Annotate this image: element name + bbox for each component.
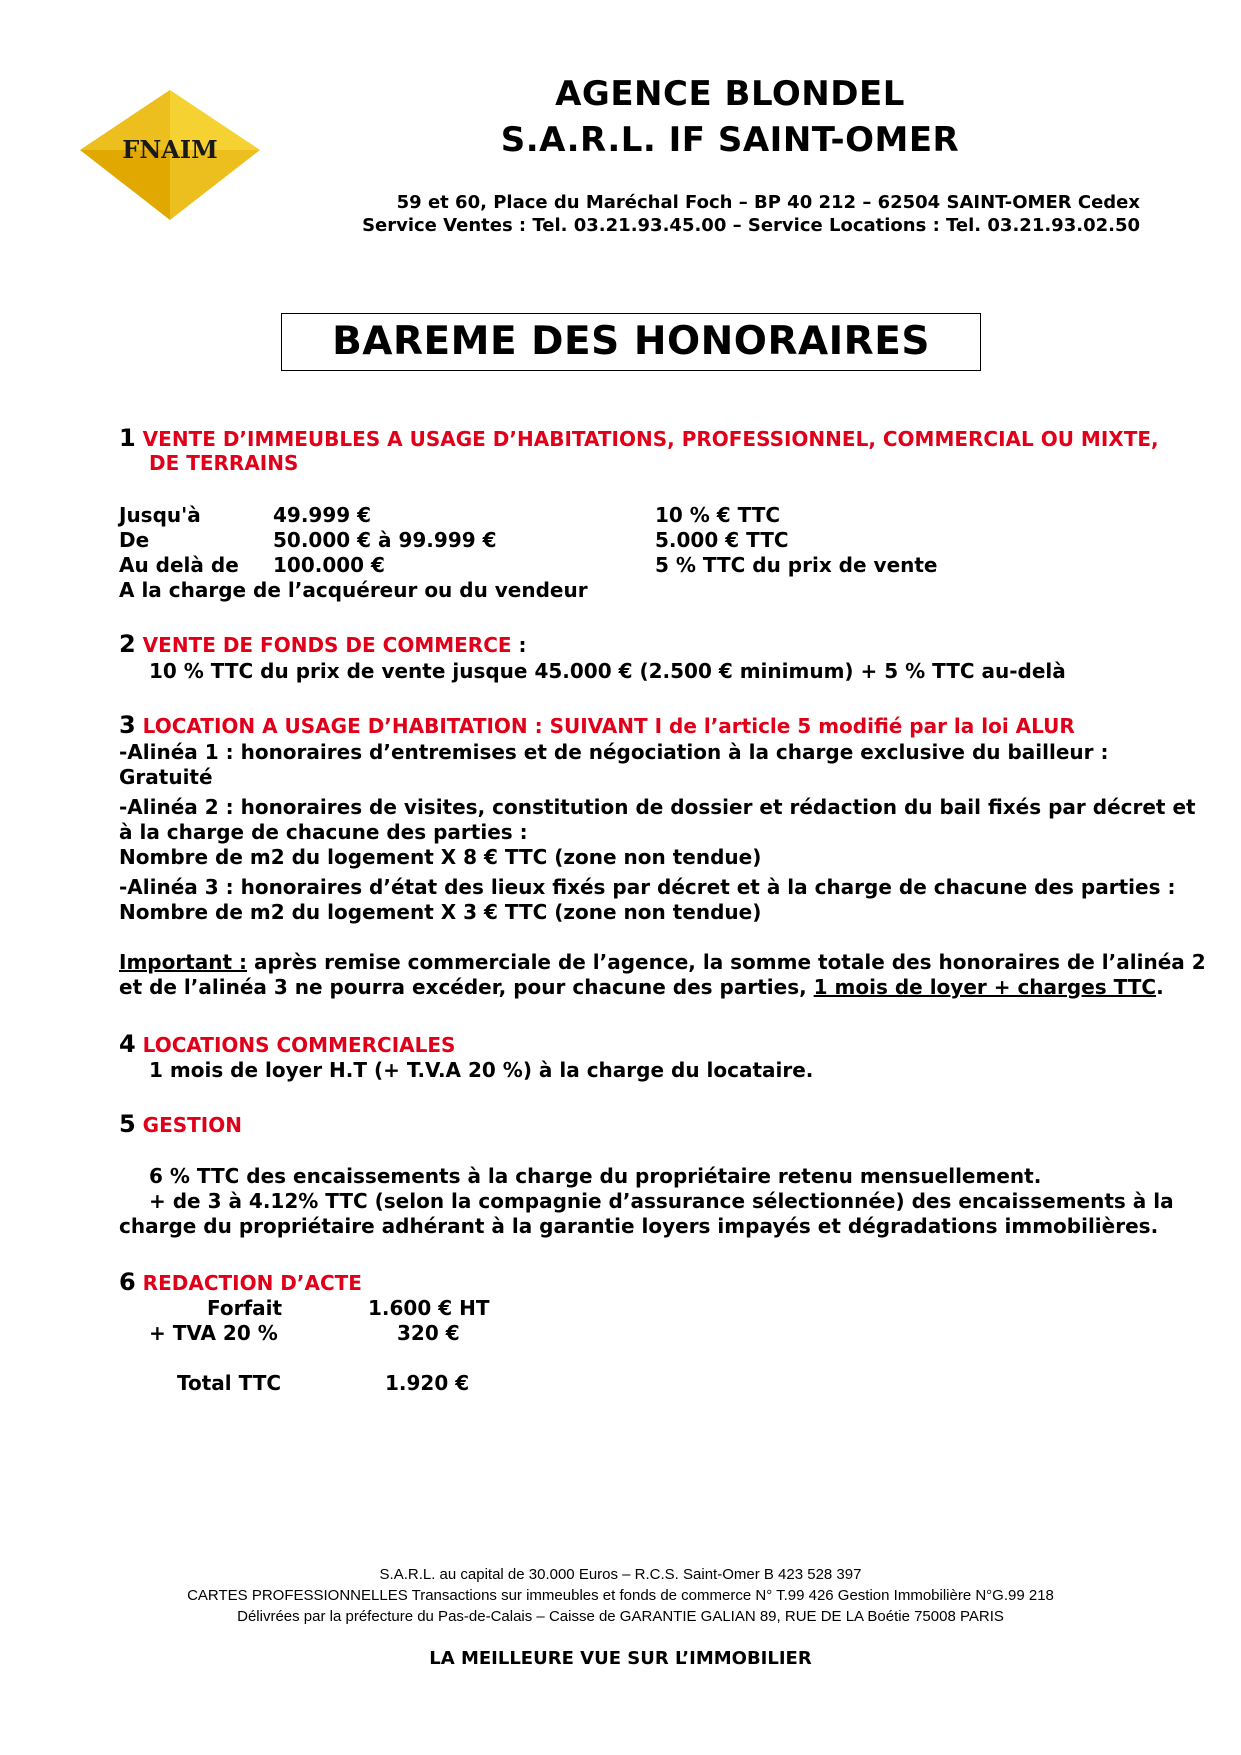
s1-row-1-range: 49.999 €: [273, 503, 372, 527]
s1-row-3-range: 100.000 €: [273, 553, 385, 577]
s3-alinea-2-cont: à la charge de chacune des parties :: [119, 820, 528, 844]
section-2-heading: 2 VENTE DE FONDS DE COMMERCE :: [119, 630, 527, 658]
agency-phones: Service Ventes : Tel. 03.21.93.45.00 – Service Locations : Tel. 03.21.93.02.50: [362, 215, 1140, 236]
s1-row-2-label: De: [119, 528, 150, 552]
s1-row-3-label: Au delà de: [119, 553, 239, 577]
s1-row-1-fee: 10 % € TTC: [655, 503, 781, 527]
s3-alinea-1-cont: Gratuité: [119, 765, 213, 789]
s6-tva-value: 320 €: [397, 1321, 460, 1345]
section-1-heading-cont: DE TERRAINS: [149, 451, 299, 475]
section-4-heading: 4 LOCATIONS COMMERCIALES: [119, 1030, 456, 1058]
section-3-heading: 3 LOCATION A USAGE D’HABITATION : SUIVANT I de l’article 5 modifié par la loi ALUR: [119, 711, 1075, 739]
s1-row-3-fee: 5 % TTC du prix de vente: [655, 553, 938, 577]
section-6-heading: 6 REDACTION D’ACTE: [119, 1268, 362, 1296]
fnaim-logo: [80, 90, 260, 220]
section-5-line-1: 6 % TTC des encaissements à la charge du propriétaire retenu mensuellement.: [149, 1164, 1042, 1188]
s6-total-label: Total TTC: [177, 1371, 282, 1395]
logo-text: FNAIM: [122, 135, 218, 164]
section-2-body: 10 % TTC du prix de vente jusque 45.000 € (2.500 € minimum) + 5 % TTC au-delà: [149, 659, 1066, 683]
page-title: BAREME DES HONORAIRES: [281, 313, 981, 371]
important-cap: 1 mois de loyer + charges TTC: [813, 975, 1157, 999]
s6-total-value: 1.920 €: [385, 1371, 470, 1395]
important-label: Important :: [119, 950, 248, 974]
s3-alinea-3: -Alinéa 3 : honoraires d’état des lieux fixés par décret et à la charge de chacune des parties :: [119, 875, 1176, 899]
s1-row-2-range: 50.000 € à 99.999 €: [273, 528, 497, 552]
agency-address: 59 et 60, Place du Maréchal Foch – BP 40 212 – 62504 SAINT-OMER Cedex: [396, 192, 1140, 213]
footer-line-3: Délivrées par la préfecture du Pas-de-Calais – Caisse de GARANTIE GALIAN 89, RUE DE LA Boétie 75008 PARIS: [237, 1608, 1004, 1625]
s3-important-line-1: Important : après remise commerciale de l’agence, la somme totale des honoraires de l’alinéa 2: [119, 950, 1206, 974]
s3-alinea-1: -Alinéa 1 : honoraires d’entremises et de négociation à la charge exclusive du bailleur :: [119, 740, 1109, 764]
s3-important-line-2: et de l’alinéa 3 ne pourra excéder, pour chacune des parties, 1 mois de loyer + charges TTC.: [119, 975, 1164, 999]
s3-alinea-2-formula: Nombre de m2 du logement X 8 € TTC (zone non tendue): [119, 845, 762, 869]
company-name: S.A.R.L. IF SAINT-OMER: [500, 120, 960, 160]
section-4-body: 1 mois de loyer H.T (+ T.V.A 20 %) à la charge du locataire.: [149, 1058, 814, 1082]
s6-forfait-label: Forfait: [207, 1296, 283, 1320]
section-1-heading: 1 VENTE D’IMMEUBLES A USAGE D’HABITATIONS, PROFESSIONNEL, COMMERCIAL OU MIXTE,: [119, 424, 1159, 452]
footer-line-2: CARTES PROFESSIONNELLES Transactions sur immeubles et fonds de commerce N° T.99 426 Gestion Immobilière N°G.99 218: [187, 1587, 1054, 1604]
footer-slogan: LA MEILLEURE VUE SUR L’IMMOBILIER: [429, 1648, 812, 1669]
section-5-line-2: + de 3 à 4.12% TTC (selon la compagnie d’assurance sélectionnée) des encaissements à la: [149, 1189, 1174, 1213]
footer-line-1: S.A.R.L. au capital de 30.000 Euros – R.C.S. Saint-Omer B 423 528 397: [379, 1566, 862, 1583]
s3-alinea-2: -Alinéa 2 : honoraires de visites, constitution de dossier et rédaction du bail fixés par décret et: [119, 795, 1196, 819]
s1-row-1-label: Jusqu'à: [119, 503, 201, 527]
agency-name: AGENCE BLONDEL: [555, 74, 905, 114]
fnaim-diamond-icon: [80, 90, 260, 220]
s6-tva-label: + TVA 20 %: [149, 1321, 278, 1345]
s1-note: A la charge de l’acquéreur ou du vendeur: [119, 578, 588, 602]
s1-row-2-fee: 5.000 € TTC: [655, 528, 789, 552]
s6-forfait-value: 1.600 € HT: [368, 1296, 490, 1320]
s3-alinea-3-formula: Nombre de m2 du logement X 3 € TTC (zone non tendue): [119, 900, 762, 924]
section-5-heading: 5 GESTION: [119, 1110, 242, 1138]
section-5-line-3: charge du propriétaire adhérant à la garantie loyers impayés et dégradations immobilières.: [119, 1214, 1159, 1238]
